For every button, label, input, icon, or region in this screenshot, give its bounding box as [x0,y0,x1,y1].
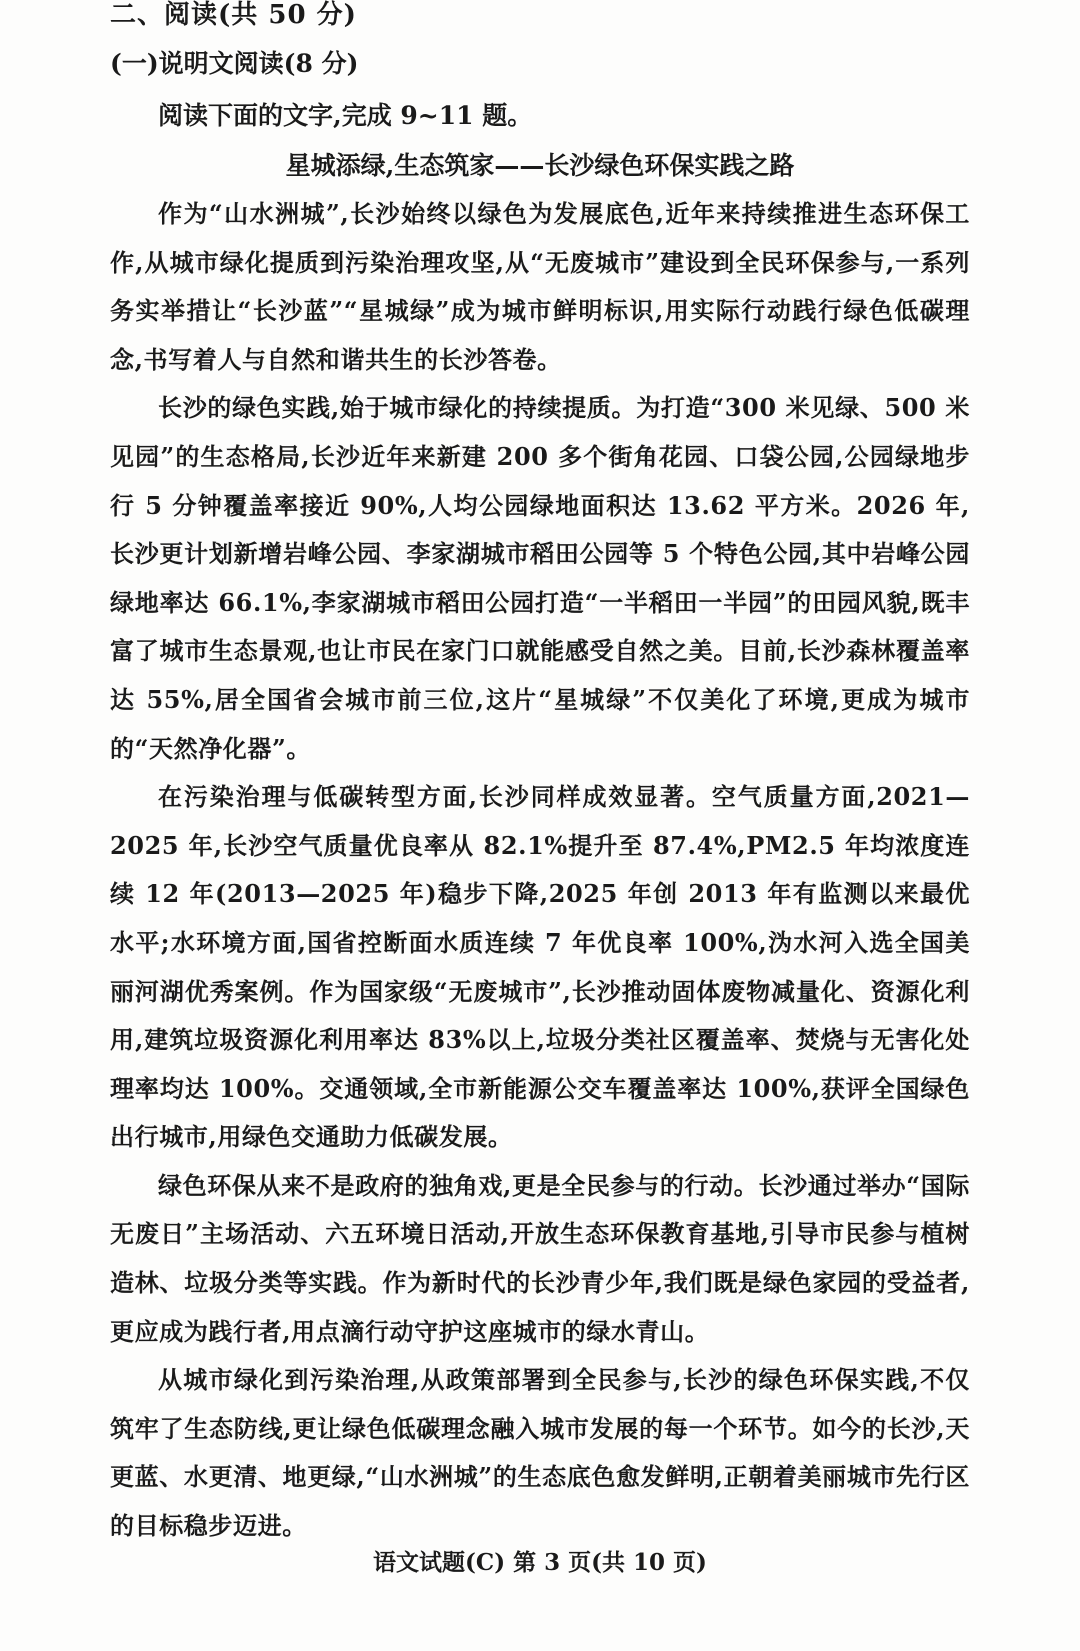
page-footer: 语文试题(C) 第 3 页(共 10 页) [373,1549,707,1576]
section-heading: 二、阅读(共 50 分) [110,0,357,30]
paragraph-3: 在污染治理与低碳转型方面,长沙同样成效显著。空气质量方面,2021—2025 年,长沙空气质量优良率从 82.1%提升至 87.4%,PM2.5 年均浓度连续 12 年(2013—2025 年)稳步下降,2025 年创 2013 年有监测以来最优水平;水环境方面,国省控断面水质连续 7 年优良率 100%,沩水河入选全国美丽河湖优秀案例。作为国家级“无废城市”,长沙推动固体废物减量化、资源化利用,建筑垃圾资源化利用率达 83%以上,垃圾分类社区覆盖率、焚烧与无害化处理率均达 100%。交通领域,全市新能源公交车覆盖率达 100%,获评全国绿色出行城市,用绿色交通助力低碳发展。 [110,782,970,1152]
paragraph-4: 绿色环保从来不是政府的独角戏,更是全民参与的行动。长沙通过举办“国际无废日”主场活动、六五环境日活动,开放生态环保教育基地,引导市民参与植树造林、垃圾分类等实践。作为新时代的长沙青少年,我们既是绿色家园的受益者,更应成为践行者,用点滴行动守护这座城市的绿水青山。 [110,1170,970,1346]
paragraph-1: 作为“山水洲城”,长沙始终以绿色为发展底色,近年来持续推进生态环保工作,从城市绿化提质到污染治理攻坚,从“无废城市”建设到全民环保参与,一系列务实举措让“长沙蓝”“星城绿”成为城市鲜明标识,用实际行动践行绿色低碳理念,书写着人与自然和谐共生的长沙答卷。 [110,199,970,374]
paragraph-2: 长沙的绿色实践,始于城市绿化的持续提质。为打造“300 米见绿、500 米见园”的生态格局,长沙近年来新建 200 多个街角花园、口袋公园,公园绿地步行 5 分钟覆盖率接近 90%,人均公园绿地面积达 13.62 平方米。2026 年,长沙更计划新增岩峰公园、李家湖城市稻田公园等 5 个特色公园,其中岩峰公园绿地率达 66.1%,李家湖城市稻田公园打造“一半稻田一半园”的田园风貌,既丰富了城市生态景观,也让市民在家门口就能感受自然之美。目前,长沙森林覆盖率达 55%,居全国省会城市前三位,这片“星城绿”不仅美化了环境,更成为城市的“天然净化器”。 [110,393,970,763]
article-body [110,190,970,1551]
reading-instruction: 阅读下面的文字,完成 9~11 题。 [158,101,533,130]
article-title: 星城添绿,生态筑家——长沙绿色环保实践之路 [285,151,795,180]
sub-heading: (一)说明文阅读(8 分) [110,49,359,78]
paragraph-5: 从城市绿化到污染治理,从政策部署到全民参与,长沙的绿色环保实践,不仅筑牢了生态防线,更让绿色低碳理念融入城市发展的每一个环节。如今的长沙,天更蓝、水更清、地更绿,“山水洲城”的生态底色愈发鲜明,正朝着美丽城市先行区的目标稳步迈进。 [110,1365,970,1541]
